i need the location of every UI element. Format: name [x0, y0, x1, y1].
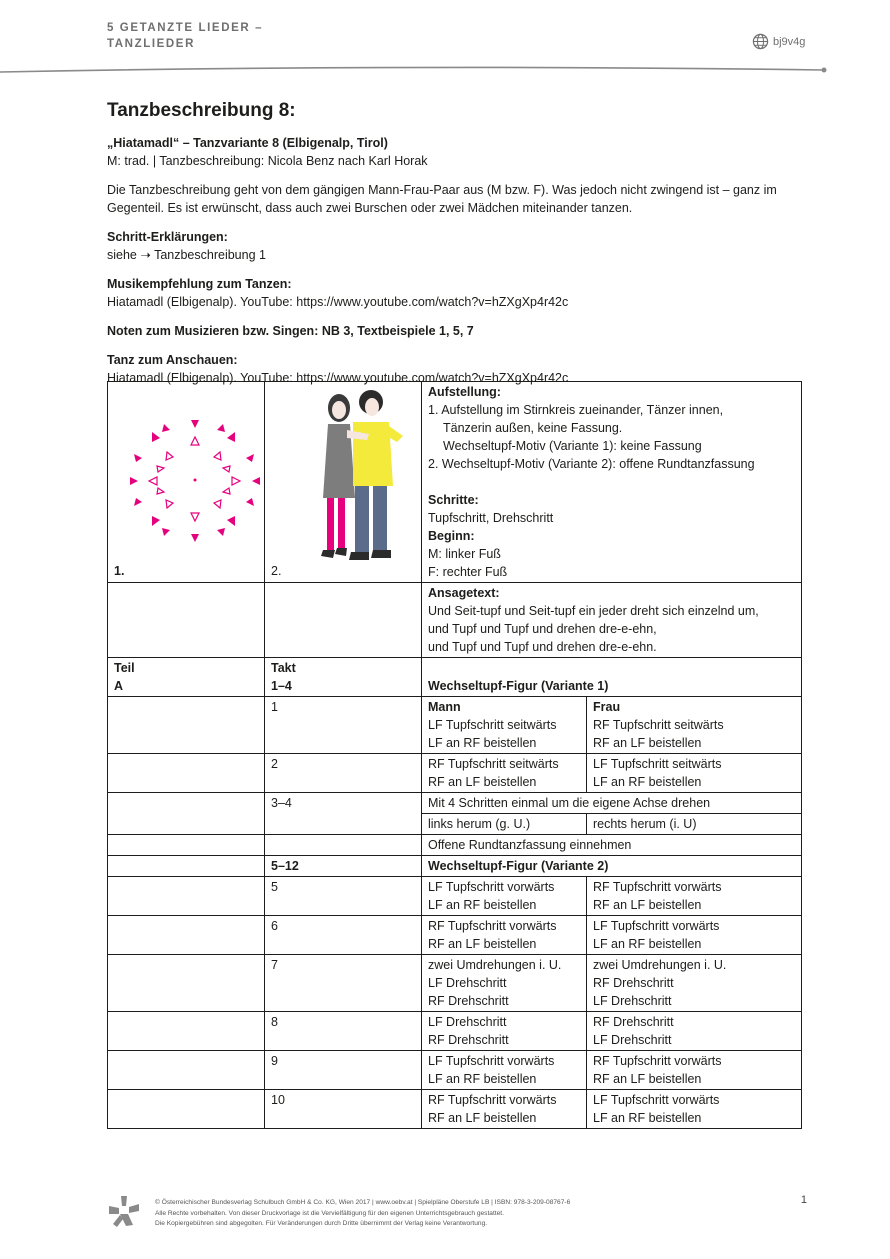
table-row [108, 1051, 802, 1090]
formation-diagram-cell [108, 382, 265, 583]
step-text: RF Tupfschritt seitwärts [593, 718, 724, 732]
call-heading: Ansagetext: [428, 586, 500, 600]
man-takt-2 [422, 754, 587, 793]
song-subtitle: „Hiatamadl“ – Tanzvariante 8 (Elbigenalp, Tirol) [107, 136, 388, 150]
woman-steps [587, 1090, 802, 1129]
dancers-illustration-cell [265, 382, 422, 583]
step-text: RF Tupfschritt vorwärts [593, 1054, 722, 1068]
teil-cell [108, 658, 265, 697]
watch-link[interactable]: Hiatamadl (Elbigenalp). YouTube: https://www.youtube.com/watch?v=hZXgXp4r42c [107, 371, 569, 385]
table-row [108, 835, 802, 856]
start-man: M: linker Fuß [428, 547, 501, 561]
takt-label: Takt [271, 661, 296, 675]
step-text: RF an LF beistellen [593, 1072, 702, 1086]
figure2-heading: Wechseltupf-Figur (Variante 2) [422, 856, 802, 877]
call-line-1: Und Seit-tupf und Seit-tupf ein jeder dreht sich einzelnd um, [428, 604, 759, 618]
step-text: RF Tupfschritt vorwärts [593, 880, 722, 894]
teil-value: A [114, 679, 124, 693]
woman-steps [587, 955, 802, 1012]
step-text: LF Drehschritt [428, 1015, 507, 1029]
takt-cell: 8 [265, 1012, 422, 1051]
step-text: LF an RF beistellen [593, 775, 702, 789]
header-divider [0, 62, 830, 76]
takt-cell: 7 [265, 955, 422, 1012]
start-woman: F: rechter Fuß [428, 565, 508, 579]
diagram-number-1: 1. [114, 564, 125, 578]
takt-5-12: 5–12 [265, 856, 422, 877]
chapter-title [107, 20, 263, 52]
step-text: RF Drehschritt [428, 994, 509, 1008]
table-row [108, 382, 802, 583]
man-steps [422, 877, 587, 916]
table-row [108, 658, 802, 697]
step-text: LF an RF beistellen [593, 1111, 702, 1125]
takt-value: 1–4 [271, 679, 292, 693]
step-text: LF Tupfschritt seitwärts [428, 718, 557, 732]
table-row [108, 583, 802, 658]
steps-text: siehe ➝ Tanzbeschreibung 1 [107, 248, 266, 262]
takt-cell: 10 [265, 1090, 422, 1129]
teil-label: Teil [114, 661, 135, 675]
step-text: LF an RF beistellen [428, 1072, 537, 1086]
dancing-couple-illustration [313, 386, 408, 571]
step-text: LF Drehschritt [593, 1033, 672, 1047]
formation-circle-diagram [122, 410, 262, 550]
table-row [108, 955, 802, 1012]
setup-item-1c: Wechseltupf-Motiv (Variante 1): keine Fassung [443, 439, 702, 453]
call-line-2: und Tupf und Tupf und drehen dre-e-ehn, [428, 622, 657, 636]
empty-cell [108, 1051, 265, 1090]
step-text: RF an LF beistellen [428, 1111, 537, 1125]
woman-steps [587, 877, 802, 916]
step-text: zwei Umdrehungen i. U. [428, 958, 562, 972]
step-text: RF Drehschritt [593, 976, 674, 990]
takt-cell: 9 [265, 1051, 422, 1090]
man-steps [422, 916, 587, 955]
step-text: RF Drehschritt [428, 1033, 509, 1047]
turn-text: Mit 4 Schritten einmal um die eigene Achse drehen [422, 793, 802, 814]
table-row [108, 754, 802, 793]
notes-line: Noten zum Musizieren bzw. Singen: NB 3, Textbeispiele 1, 5, 7 [107, 324, 474, 338]
start-heading: Beginn: [428, 529, 475, 543]
copyright-line-2: Alle Rechte vorbehalten. Von dieser Druckvorlage ist die Vervielfältigung für den eigenen Unterrichtsgebrauch gestattet. [155, 1209, 504, 1217]
table-row [108, 1090, 802, 1129]
setup-heading: Aufstellung: [428, 385, 501, 399]
music-link[interactable]: Hiatamadl (Elbigenalp). YouTube: https://www.youtube.com/watch?v=hZXgXp4r42c [107, 295, 569, 309]
dance-table [107, 381, 802, 1129]
empty-cell [108, 1090, 265, 1129]
credits: M: trad. | Tanzbeschreibung: Nicola Benz nach Karl Horak [107, 154, 428, 168]
takt-2: 2 [265, 754, 422, 793]
page-title: Tanzbeschreibung 8: [107, 100, 296, 121]
watch-heading: Tanz zum Anschauen: [107, 353, 238, 367]
figure2-rows [108, 877, 802, 1129]
call-text-cell [422, 583, 802, 658]
step-text: LF an RF beistellen [593, 937, 702, 951]
woman-steps [587, 916, 802, 955]
step-text: RF an LF beistellen [593, 898, 702, 912]
step-text: LF an RF beistellen [428, 736, 537, 750]
man-takt-1 [422, 697, 587, 754]
empty-cell [108, 916, 265, 955]
music-heading: Musikempfehlung zum Tanzen: [107, 277, 292, 291]
steps-text-cell: Tupfschritt, Drehschritt [428, 511, 554, 525]
publisher-logo [107, 1194, 141, 1228]
figure1-heading: Wechseltupf-Figur (Variante 1) [422, 658, 802, 697]
turn-man: links herum (g. U.) [422, 814, 587, 835]
step-text: LF Drehschritt [593, 994, 672, 1008]
setup-item-1a: 1. Aufstellung im Stirnkreis zueinander, Tänzer innen, [428, 403, 724, 417]
copyright-line-1: © Österreichischer Bundesverlag Schulbuch GmbH & Co. KG, Wien 2017 | www.oebv.at | Spielpläne Oberstufe LB | ISBN: 978-3-209-08767-6 [155, 1199, 571, 1206]
copyright-text [155, 1198, 570, 1230]
call-line-3: und Tupf und Tupf und drehen dre-e-ehn. [428, 640, 657, 654]
table-row [108, 1012, 802, 1051]
illustration-number-2: 2. [271, 564, 282, 578]
step-text: RF Drehschritt [593, 1015, 674, 1029]
step-text: LF Drehschritt [428, 976, 507, 990]
step-text: LF Tupfschritt vorwärts [593, 919, 720, 933]
turn-woman: rechts herum (i. U) [587, 814, 802, 835]
frau-header: Frau [593, 700, 621, 714]
table-row [108, 916, 802, 955]
step-text: LF Tupfschritt seitwärts [593, 757, 722, 771]
intro-text: Die Tanzbeschreibung geht von dem gängigen Mann-Frau-Paar aus (M bzw. F). Was jedoch nicht zwingend ist – ganz im Gegenteil. Es ist erwünscht, dass auch zwei Burschen oder zwei Mädchen miteinander tanzen. [107, 183, 777, 215]
takt-3-4: 3–4 [265, 793, 422, 835]
table-row [108, 877, 802, 916]
steps-heading: Schritt-Erklärungen: [107, 230, 228, 244]
table-row [108, 793, 802, 814]
takt-1: 1 [265, 697, 422, 754]
step-text: LF Tupfschritt vorwärts [428, 1054, 555, 1068]
woman-steps [587, 1051, 802, 1090]
step-text: zwei Umdrehungen i. U. [593, 958, 727, 972]
step-text: RF an LF beistellen [593, 736, 702, 750]
steps-heading-cell: Schritte: [428, 493, 479, 507]
chapter-title-line1: 5 GETANZTE LIEDER – [107, 22, 264, 34]
page-number: 1 [800, 1194, 807, 1206]
step-text: LF an RF beistellen [428, 898, 537, 912]
step-text: RF Tupfschritt vorwärts [428, 1093, 557, 1107]
online-code-text: bj9v4g [773, 35, 806, 48]
main-content [107, 100, 807, 387]
man-steps [422, 955, 587, 1012]
woman-steps [587, 1012, 802, 1051]
online-code[interactable] [752, 33, 805, 50]
step-text: RF an LF beistellen [428, 775, 537, 789]
table-row [108, 856, 802, 877]
mann-header: Mann [428, 700, 461, 714]
takt-cell: 6 [265, 916, 422, 955]
woman-takt-1 [587, 697, 802, 754]
man-steps [422, 1090, 587, 1129]
setup-item-2: 2. Wechseltupf-Motiv (Variante 2): offene Rundtanzfassung [428, 457, 755, 471]
copyright-line-3: Die Kopiergebühren sind abgegolten. Für Veränderungen durch Dritte übernimmt der Verlag keine Verantwortung. [155, 1220, 488, 1227]
step-text: LF Tupfschritt vorwärts [593, 1093, 720, 1107]
empty-cell [108, 955, 265, 1012]
setup-item-1b: Tänzerin außen, keine Fassung. [443, 421, 623, 435]
setup-cell [422, 382, 802, 583]
empty-cell [108, 877, 265, 916]
empty-cell [108, 1012, 265, 1051]
step-text: RF Tupfschritt vorwärts [428, 919, 557, 933]
open-hold: Offene Rundtanzfassung einnehmen [422, 835, 802, 856]
man-steps [422, 1012, 587, 1051]
globe-icon [752, 33, 769, 50]
man-steps [422, 1051, 587, 1090]
chapter-title-line2: TANZLIEDER [107, 38, 195, 50]
woman-takt-2 [587, 754, 802, 793]
step-text: LF Tupfschritt vorwärts [428, 880, 555, 894]
step-text: RF an LF beistellen [428, 937, 537, 951]
step-text: RF Tupfschritt seitwärts [428, 757, 559, 771]
takt-cell: 5 [265, 877, 422, 916]
table-row [108, 697, 802, 754]
takt-cell [265, 658, 422, 697]
